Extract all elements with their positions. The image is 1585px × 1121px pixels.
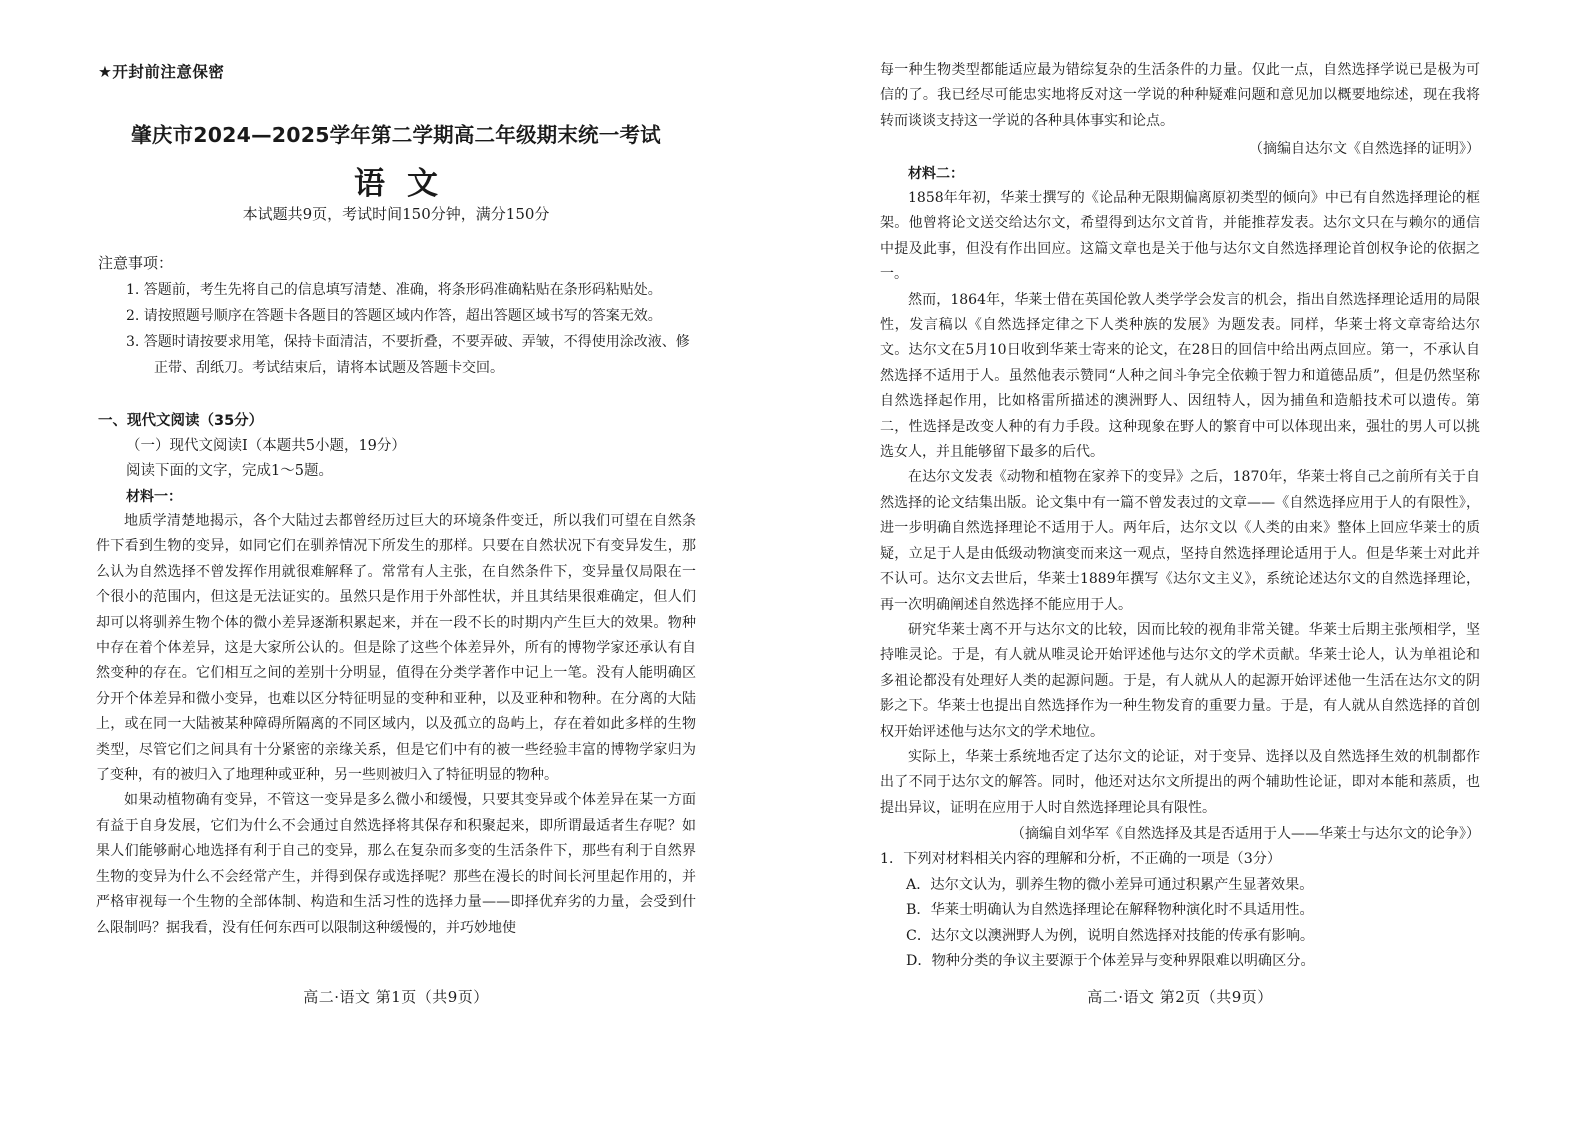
paragraph: 1858年年初，华莱士撰写的《论品种无限期偏离原初类型的倾向》中已有自然选择理论的框架。他曾将论文送交给达尔文，希望得到达尔文首肯，并能推荐发表。达尔文只在与赖尔的通信中提及此事，但没有作出回应。这篇文章也是关于他与达尔文自然选择理论首创权争论的依据之一。: [880, 190, 1480, 283]
exam-info: 本试题共9页，考试时间150分钟，满分150分: [242, 205, 550, 223]
material2-heading: 材料二：: [908, 166, 964, 182]
material2-body: [880, 186, 1480, 821]
material1-heading: 材料一：: [126, 489, 182, 505]
paragraph: 在达尔文发表《动物和植物在家养下的变异》之后，1870年，华莱士将自己之前所有关于自然选择的论文结集出版。论文集中有一篇不曾发表过的文章——《自然选择应用于人的有限性》，进一步明确自然选择理论不适用于人。两年后，达尔文以《人类的由来》整体上回应华莱士的质疑，立足于人是由低级动物演变而来这一观点，坚持自然选择理论适用于人。但是华莱士对此并不认可。达尔文去世后，华莱士1889年撰写《达尔文主义》，系统论述达尔文的自然选择理论，再一次明确阐述自然选择不能应用于人。: [880, 469, 1480, 613]
paragraph: 每一种生物类型都能适应最为错综复杂的生活条件的力量。仅此一点，自然选择学说已是极为可信的了。我已经尽可能忠实地将反对这一学说的种种疑难问题和意见加以概要地综述，现在我将转而谈谈支持这一学说的各种具体事实和论点。: [880, 62, 1480, 129]
notice-heading: 注意事项：: [98, 254, 174, 272]
reading-direction: 阅读下面的文字，完成1～5题。: [126, 463, 333, 479]
paragraph: 研究华莱士离不开与达尔文的比较，因而比较的视角非常关键。华莱士后期主张颅相学，坚持唯灵论。于是，有人就从唯灵论开始评述他与达尔文的学术贡献。华莱士论人，认为单祖论和多祖论都没有处理好人类的起源问题。于是，有人就从人的起源开始评述他一生活在达尔文的阴影之下。华莱士也提出自然选择作为一种生物发育的重要力量。于是，有人就从自然选择的首创权开始评述他与达尔文的学术地位。: [880, 621, 1480, 740]
paragraph: 然而，1864年，华莱士借在英国伦敦人类学学会发言的机会，指出自然选择理论适用的局限性，发言稿以《自然选择定律之下人类种族的发展》为题发表。同样，华莱士将文章寄给达尔文。达尔文在5月10日收到华莱士寄来的论文，在28日的回信中给出两点回应。第一，不承认自然选择不适用于人。虽然他表示赞同“人种之间斗争完全依赖于智力和道德品质”，但是仍然坚称自然选择起作用，比如格雷所描述的澳洲野人、因纽特人，因为捕鱼和造船技术可以遗传。第二，性选择是改变人种的有力手段。这种现象在野人的繁育中可以体现出来，强壮的男人可以挑选女人，并且能够留下最多的后代。: [880, 291, 1480, 461]
confidential-notice: ★开封前注意保密: [98, 63, 225, 81]
option-c: C．达尔文以澳洲野人为例，说明自然选择对技能的传承有影响。: [906, 927, 1315, 944]
question-stem: 1．下列对材料相关内容的理解和分析，不正确的一项是（3分）: [880, 851, 1282, 867]
page-footer: 高二·语文 第1页（共9页）: [303, 988, 489, 1006]
notice-list: [126, 277, 696, 381]
question-1: [880, 847, 1480, 975]
notice-item: 1. 答题前，考生先将自己的信息填写清楚、准确，将条形码准确粘贴在条形码粘贴处。: [126, 282, 662, 298]
option-b: B．华莱士明确认为自然选择理论在解释物种演化时不具适用性。: [906, 902, 1314, 918]
notice-item: 3. 答题时请按要求用笔，保持卡面清洁，不要折叠，不要弄破、弄皱，不得使用涂改液、修正带、刮纸刀。考试结束后，请将本试题及答题卡交回。: [126, 334, 690, 376]
subsection-heading: （一）现代文阅读Ⅰ（本题共5小题，19分）: [126, 438, 406, 454]
material1-source: （摘编自达尔文《自然选择的证明》）: [1249, 141, 1480, 157]
material1-body: [96, 509, 696, 941]
option-d: D．物种分类的争议主要源于个体差异与变种界限难以明确区分。: [906, 953, 1315, 969]
section-heading: 一、现代文阅读（35分）: [98, 413, 264, 429]
page-footer: 高二·语文 第2页（共9页）: [1087, 988, 1273, 1006]
paragraph: 地质学清楚地揭示，各个大陆过去都曾经历过巨大的环境条件变迁，所以我们可望在自然条件下看到生物的变异，如同它们在驯养情况下所发生的那样。只要在自然状况下有变异发生，那么认为自然选择不曾发挥作用就很难解释了。常常有人主张，在自然条件下，变异量仅局限在一个很小的范围内，但这是无法证实的。虽然只是作用于外部性状，并且其结果很难确定，但人们却可以将驯养生物个体的微小差异逐渐积累起来，并在一段不长的时期内产生巨大的效果。物种中存在着个体差异，这是大家所公认的。但是除了这些个体差异外，所有的博物学家还承认有自然变种的存在。它们相互之间的差别十分明显，值得在分类学著作中记上一笔。没有人能明确区分开个体差异和微小变异，也难以区分特征明显的变种和亚种，以及亚种和物种。在分离的大陆上，或在同一大陆被某种障碍所隔离的不同区域内，以及孤立的岛屿上，存在着如此多样的生物类型，尽管它们之间具有十分紧密的亲缘关系，但是它们中有的被一些经验丰富的博物学家归为了变种，有的被归入了地理种或亚种，另一些则被归入了特征明显的物种。: [96, 513, 696, 784]
material1-continuation: [880, 58, 1480, 134]
exam-page-1: [96, 0, 696, 1121]
option-a: A．达尔文认为，驯养生物的微小差异可通过积累产生显著效果。: [906, 876, 1314, 893]
notice-item: 2. 请按照题号顺序在答题卡各题目的答题区域内作答，超出答题区域书写的答案无效。: [126, 308, 662, 324]
subject-title: 语文: [354, 166, 460, 202]
material2-source: （摘编自刘华军《自然选择及其是否适用于人——华莱士与达尔文的论争》）: [1011, 826, 1480, 842]
exam-page-2: [880, 0, 1480, 1121]
exam-title: 肇庆市2024—2025学年第二学期高二年级期末统一考试: [131, 123, 661, 147]
paragraph: 如果动植物确有变异，不管这一变异是多么微小和缓慢，只要其变异或个体差异在某一方面有益于自身发展，它们为什么不会通过自然选择将其保存和积聚起来，即所谓最适者生存呢？如果人们能够耐心地选择有利于自己的变异，那么在复杂而多变的生活条件下，那些有利于自然界生物的变异为什么不会经常产生，并得到保存或选择呢？那些在漫长的时间长河里起作用的，并严格审视每一个生物的全部体制、构造和生活习性的选择力量——即择优弃劣的力量，会受到什么限制吗？据我看，没有任何东西可以限制这种缓慢的，并巧妙地使: [96, 792, 696, 936]
paragraph: 实际上，华莱士系统地否定了达尔文的论证，对于变异、选择以及自然选择生效的机制都作出了不同于达尔文的解答。同时，他还对达尔文所提出的两个辅助性论证，即对本能和蒸质，也提出异议，证明在应用于人时自然选择理论具有限性。: [880, 748, 1480, 816]
